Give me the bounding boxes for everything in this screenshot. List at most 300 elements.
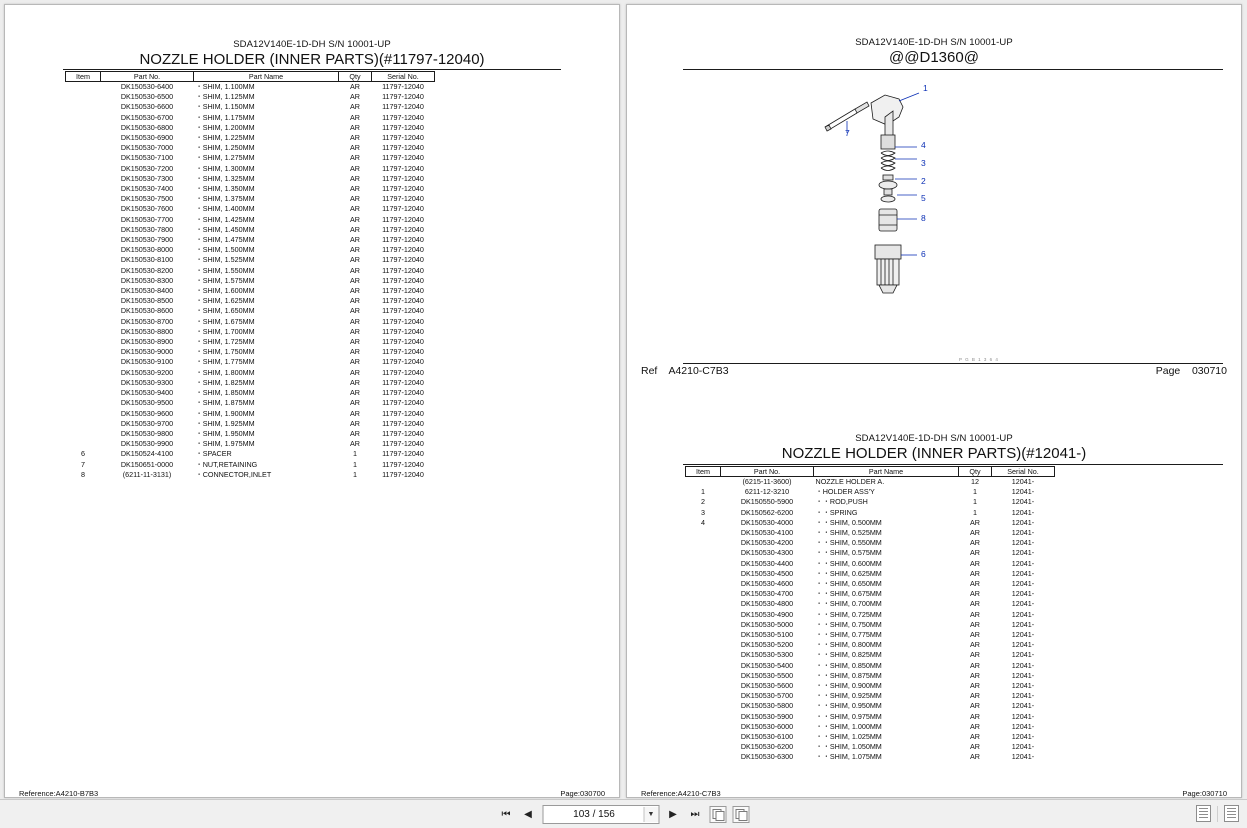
cell-serial-no: 11797-12040: [382, 224, 424, 234]
cell-serial-no: 11797-12040: [382, 428, 424, 438]
cell-serial-no: 12041-: [1011, 619, 1035, 629]
cell-item: [686, 528, 721, 538]
cell-item: [66, 409, 101, 419]
callout-7: 7: [845, 128, 850, 138]
cell-item: [686, 722, 721, 732]
cell-qty: AR: [350, 398, 360, 408]
cell-qty: AR: [970, 528, 980, 538]
cell-part-name: ・HOLDER ASS'Y: [815, 487, 875, 497]
cell-part-name: ・・SHIM, 0.975MM: [815, 711, 882, 721]
right-top-bottom-rule: [683, 363, 1223, 364]
cell-part-name: ・SHIM, 1.275MM: [195, 153, 255, 163]
cell-part-name: ・・SHIM, 0.800MM: [815, 640, 882, 650]
chevron-down-icon[interactable]: ▼: [643, 807, 658, 822]
cell-part-name: ・SHIM, 1.675MM: [195, 316, 255, 326]
table-row: [66, 419, 435, 429]
cell-serial-no: 12041-: [1011, 609, 1035, 619]
cell-part-no: DK150530-4300: [740, 548, 794, 558]
cell-qty: AR: [970, 681, 980, 691]
next-page-button[interactable]: ▶: [669, 808, 677, 820]
cell-part-no: DK150562-6200: [740, 507, 794, 517]
right-parts-table-wrap: [685, 466, 1055, 763]
cell-item: [686, 599, 721, 609]
right-footer-page: Page:030710: [1182, 789, 1227, 798]
cell-part-name: ・SHIM, 1.475MM: [195, 235, 255, 245]
table-row: [66, 347, 435, 357]
table-row: [66, 133, 435, 143]
cell-part-name: ・SHIM, 1.125MM: [195, 92, 255, 102]
cell-item: [686, 538, 721, 548]
cell-part-name: ・SHIM, 1.775MM: [195, 357, 255, 367]
cell-part-name: ・・SHIM, 1.075MM: [815, 752, 882, 762]
table-row: [686, 589, 1055, 599]
cell-serial-no: 12041-: [1011, 742, 1035, 752]
cell-serial-no: 12041-: [1011, 670, 1035, 680]
left-table-header-row: [66, 72, 435, 82]
cell-part-no: DK150530-9100: [120, 357, 174, 367]
cell-serial-no: 12041-: [1011, 721, 1035, 731]
cell-part-no: DK150530-9300: [120, 377, 174, 387]
cell-serial-no: 11797-12040: [382, 122, 424, 132]
page-number-value[interactable]: 103 / 156: [573, 808, 615, 820]
table-row: [686, 487, 1055, 497]
table-row: [66, 317, 435, 327]
cell-part-name: ・・SHIM, 0.750MM: [815, 619, 882, 629]
table-row: [686, 620, 1055, 630]
cell-serial-no: 11797-12040: [382, 286, 424, 296]
table-row: [66, 92, 435, 102]
cell-qty: AR: [350, 102, 360, 112]
cell-qty: AR: [350, 224, 360, 234]
cell-serial-no: 11797-12040: [382, 316, 424, 326]
cell-item: [66, 184, 101, 194]
cell-qty: AR: [350, 347, 360, 357]
cell-qty: AR: [350, 367, 360, 377]
cell-part-name: ・SHIM, 1.425MM: [195, 214, 255, 224]
cell-part-name: ・SHIM, 1.575MM: [195, 275, 255, 285]
table-row: [66, 449, 435, 459]
cell-serial-no: 11797-12040: [382, 163, 424, 173]
cell-qty: AR: [970, 640, 980, 650]
cell-part-name: ・SHIM, 1.225MM: [195, 133, 255, 143]
cell-qty: AR: [970, 579, 980, 589]
document-page-left[interactable]: [4, 4, 620, 798]
right-top-header-title: @@D1360@: [889, 49, 979, 66]
table-row: [686, 742, 1055, 752]
cell-part-name: ・・SHIM, 0.825MM: [815, 650, 882, 660]
left-page-header: [5, 39, 619, 68]
left-header-title: NOZZLE HOLDER (INNER PARTS)(#11797-12040): [139, 51, 485, 68]
col-serial-no: Serial No.: [992, 467, 1055, 477]
cell-part-no: DK150550-5900: [740, 497, 794, 507]
cell-item: [66, 235, 101, 245]
cell-part-name: ・・SHIM, 0.850MM: [815, 660, 882, 670]
right-footer-reference: Reference:A4210-C7B3: [641, 789, 721, 798]
table-row: [686, 630, 1055, 640]
cell-part-name: ・・SHIM, 0.550MM: [815, 538, 882, 548]
cell-item: 2: [701, 497, 705, 507]
cell-part-name: ・・SHIM, 0.575MM: [815, 548, 882, 558]
document-page-right[interactable]: [626, 4, 1242, 798]
cell-qty: AR: [350, 265, 360, 275]
cell-item: 3: [701, 507, 705, 517]
cell-item: [66, 306, 101, 316]
table-row: [686, 701, 1055, 711]
table-row: [66, 164, 435, 174]
right-sheet: [627, 5, 1241, 797]
cell-item: [686, 732, 721, 742]
ref-value: A4210-C7B3: [668, 365, 729, 377]
last-page-button[interactable]: ⏭: [690, 808, 700, 820]
cell-item: [686, 548, 721, 558]
cell-item: [66, 102, 101, 112]
right-bottom-rule: [683, 464, 1223, 465]
viewer-toolbar: [0, 799, 1247, 828]
cell-item: [66, 337, 101, 347]
cell-item: [66, 378, 101, 388]
cell-qty: AR: [350, 143, 360, 153]
cell-item: [66, 388, 101, 398]
cell-qty: AR: [350, 357, 360, 367]
cell-part-no: DK150530-6700: [120, 112, 174, 122]
ref-block: [641, 365, 729, 377]
cell-serial-no: 12041-: [1011, 538, 1035, 548]
cell-qty: AR: [350, 337, 360, 347]
cell-qty: AR: [350, 194, 360, 204]
cell-item: [66, 255, 101, 265]
right-top-rule: [683, 69, 1223, 70]
cell-item: [686, 559, 721, 569]
cell-part-no: DK150530-5200: [740, 640, 794, 650]
table-row: [66, 388, 435, 398]
cell-item: [686, 742, 721, 752]
cell-part-no: 6211-12-3210: [744, 487, 790, 497]
cell-part-no: DK150530-7200: [120, 163, 174, 173]
cell-part-no: DK150530-4500: [740, 568, 794, 578]
cell-qty: AR: [350, 245, 360, 255]
cell-part-name: ・・SHIM, 1.050MM: [815, 742, 882, 752]
cell-serial-no: 11797-12040: [382, 184, 424, 194]
cell-item: [686, 671, 721, 681]
cell-part-no: DK150530-6500: [120, 92, 174, 102]
cell-serial-no: 11797-12040: [382, 377, 424, 387]
previous-page-button[interactable]: ◀: [524, 808, 532, 820]
cell-serial-no: 11797-12040: [382, 459, 424, 469]
cell-part-no: DK150530-8600: [120, 306, 174, 316]
table-row: [686, 691, 1055, 701]
cell-item: 8: [81, 469, 85, 479]
cell-serial-no: 11797-12040: [382, 469, 424, 479]
two-page-view-icon[interactable]: [709, 806, 726, 823]
table-row: [66, 306, 435, 316]
cell-serial-no: 12041-: [1011, 589, 1035, 599]
cell-serial-no: 11797-12040: [382, 82, 424, 91]
cell-part-name: ・・SHIM, 0.650MM: [815, 579, 882, 589]
col-part-no: Part No.: [721, 467, 814, 477]
cell-part-no: DK150530-8000: [120, 245, 174, 255]
cell-qty: AR: [350, 408, 360, 418]
toolbar-nav-group: [498, 800, 749, 828]
table-row: [66, 245, 435, 255]
cell-item: [66, 368, 101, 378]
cell-part-no: DK150530-5700: [740, 691, 794, 701]
col-qty: Qty: [339, 72, 372, 82]
cell-part-name: ・SHIM, 1.700MM: [195, 326, 255, 336]
cell-item: [66, 245, 101, 255]
cell-qty: AR: [350, 428, 360, 438]
cell-serial-no: 11797-12040: [382, 388, 424, 398]
cell-part-name: ・・SHIM, 0.775MM: [815, 630, 882, 640]
page-label: Page: [1155, 365, 1181, 377]
cell-item: [686, 630, 721, 640]
cell-qty: AR: [970, 670, 980, 680]
cell-part-name: ・SHIM, 1.375MM: [195, 194, 255, 204]
table-row: [66, 255, 435, 265]
cell-part-no: DK150530-5100: [740, 630, 794, 640]
cell-item: [686, 650, 721, 660]
cell-item: [686, 691, 721, 701]
callout-4: 4: [921, 140, 926, 150]
cell-item: [66, 194, 101, 204]
table-row: [66, 215, 435, 225]
table-row: [66, 235, 435, 245]
cell-qty: AR: [350, 163, 360, 173]
figure-code: P G B 1 3 6 4: [959, 357, 999, 362]
cell-part-name: ・SHIM, 1.825MM: [195, 377, 255, 387]
cell-part-no: DK150530-8900: [120, 337, 174, 347]
cell-serial-no: 12041-: [1011, 640, 1035, 650]
table-row: [686, 681, 1055, 691]
cell-part-name: ・SHIM, 1.550MM: [195, 265, 255, 275]
cell-part-name: ・SPACER: [195, 449, 232, 459]
cell-item: [686, 589, 721, 599]
cell-qty: AR: [970, 701, 980, 711]
cell-qty: 1: [353, 459, 357, 469]
left-sheet: [5, 5, 619, 797]
cell-serial-no: 12041-: [1011, 579, 1035, 589]
cell-serial-no: 11797-12040: [382, 173, 424, 183]
cell-part-name: ・・SHIM, 0.500MM: [815, 517, 882, 527]
cell-part-no: DK150530-8300: [120, 275, 174, 285]
cell-part-name: ・SHIM, 1.800MM: [195, 367, 255, 377]
table-row: [686, 732, 1055, 742]
cell-item: [66, 225, 101, 235]
cell-part-no: DK150530-7100: [120, 153, 174, 163]
cell-part-no: DK150530-7600: [120, 204, 174, 214]
cell-qty: AR: [970, 742, 980, 752]
cell-part-no: DK150530-9500: [120, 398, 174, 408]
cell-serial-no: 11797-12040: [382, 265, 424, 275]
right-top-header: [627, 37, 1241, 66]
cell-qty: AR: [970, 548, 980, 558]
cell-item: [66, 398, 101, 408]
left-parts-table-wrap: [65, 71, 435, 480]
cell-part-no: DK150530-7700: [120, 214, 174, 224]
cell-part-no: DK150651-0000: [120, 459, 174, 469]
cell-qty: AR: [970, 517, 980, 527]
cell-part-no: DK150530-6300: [740, 752, 794, 762]
cell-part-name: ・SHIM, 1.950MM: [195, 428, 255, 438]
table-row: [66, 296, 435, 306]
cell-part-name: ・CONNECTOR,INLET: [195, 469, 272, 479]
cell-part-no: DK150530-8500: [120, 296, 174, 306]
table-row: [66, 470, 435, 480]
cell-qty: AR: [970, 589, 980, 599]
right-top-header-model: SDA12V140E-1D-DH S/N 10001-UP: [855, 37, 1013, 48]
table-row: [686, 671, 1055, 681]
col-qty: Qty: [959, 467, 992, 477]
ref-label: Ref: [641, 365, 658, 377]
cell-qty: AR: [350, 439, 360, 449]
cell-qty: AR: [970, 650, 980, 660]
cell-part-name: ・SHIM, 1.100MM: [195, 82, 255, 91]
cell-serial-no: 11797-12040: [382, 275, 424, 285]
cell-item: [66, 286, 101, 296]
table-row: [66, 286, 435, 296]
cell-item: [66, 133, 101, 143]
table-row: [686, 599, 1055, 609]
cell-qty: AR: [350, 133, 360, 143]
cell-serial-no: 12041-: [1011, 650, 1035, 660]
cell-item: [686, 712, 721, 722]
table-row: [686, 661, 1055, 671]
outline-panel-icon[interactable]: [1224, 805, 1239, 822]
cell-qty: AR: [350, 112, 360, 122]
cell-part-no: DK150530-7300: [120, 173, 174, 183]
cell-serial-no: 12041-: [1011, 528, 1035, 538]
cell-serial-no: 11797-12040: [382, 367, 424, 377]
cell-serial-no: 11797-12040: [382, 214, 424, 224]
table-row: [66, 194, 435, 204]
table-row: [686, 538, 1055, 548]
table-row: [66, 143, 435, 153]
col-serial-no: Serial No.: [372, 72, 435, 82]
first-page-button[interactable]: ⏮: [501, 808, 511, 820]
table-row: [66, 266, 435, 276]
cell-item: [66, 204, 101, 214]
cell-serial-no: 12041-: [1011, 711, 1035, 721]
cell-serial-no: 11797-12040: [382, 235, 424, 245]
cell-part-name: ・・SHIM, 0.525MM: [815, 528, 882, 538]
page-value: 030710: [1191, 365, 1227, 377]
cell-serial-no: 11797-12040: [382, 357, 424, 367]
single-page-view-icon[interactable]: [732, 806, 749, 823]
cell-qty: AR: [350, 286, 360, 296]
cell-part-name: ・SHIM, 1.350MM: [195, 184, 255, 194]
cell-item: 7: [81, 459, 85, 469]
cell-serial-no: 11797-12040: [382, 449, 424, 459]
cell-qty: AR: [970, 721, 980, 731]
cell-serial-no: 11797-12040: [382, 418, 424, 428]
cell-part-name: ・NUT,RETAINING: [195, 459, 258, 469]
callout-1: 1: [923, 83, 928, 93]
cell-part-no: DK150530-8200: [120, 265, 174, 275]
cell-part-name: ・・SHIM, 0.625MM: [815, 568, 882, 578]
cell-part-no: DK150530-7000: [120, 143, 174, 153]
cell-serial-no: 12041-: [1011, 630, 1035, 640]
table-row: [686, 650, 1055, 660]
cell-part-name: ・SHIM, 1.850MM: [195, 388, 255, 398]
table-row: [66, 276, 435, 286]
cell-serial-no: 12041-: [1011, 660, 1035, 670]
cell-part-no: DK150530-9900: [120, 439, 174, 449]
cell-part-name: ・SHIM, 1.600MM: [195, 286, 255, 296]
cell-item: [686, 569, 721, 579]
cell-qty: AR: [350, 377, 360, 387]
cell-part-no: DK150530-8400: [120, 286, 174, 296]
cell-qty: AR: [350, 184, 360, 194]
cell-part-no: DK150530-9600: [120, 408, 174, 418]
cell-part-name: ・SHIM, 1.900MM: [195, 408, 255, 418]
cell-part-no: DK150530-9400: [120, 388, 174, 398]
table-row: [66, 327, 435, 337]
cell-serial-no: 12041-: [1011, 507, 1035, 517]
cell-qty: AR: [970, 609, 980, 619]
right-parts-table: [685, 466, 1055, 763]
cell-serial-no: 12041-: [1011, 752, 1035, 762]
cell-qty: 1: [353, 469, 357, 479]
left-parts-table: [65, 71, 435, 480]
right-bottom-header: [627, 433, 1241, 462]
cell-serial-no: 11797-12040: [382, 439, 424, 449]
cell-item: [66, 215, 101, 225]
table-row: [66, 123, 435, 133]
cell-serial-no: 12041-: [1011, 568, 1035, 578]
right-table-header-row: [686, 467, 1055, 477]
page-number-input[interactable]: [542, 805, 659, 824]
left-footer-page: Page:030700: [560, 789, 605, 798]
cell-item: 1: [701, 487, 705, 497]
cell-serial-no: 11797-12040: [382, 112, 424, 122]
cell-part-no: DK150530-8700: [120, 316, 174, 326]
cell-item: [66, 266, 101, 276]
table-row: [686, 752, 1055, 762]
cell-part-name: ・SHIM, 1.400MM: [195, 204, 255, 214]
cell-part-no: DK150530-4600: [740, 579, 794, 589]
table-row: [66, 429, 435, 439]
cell-part-no: DK150530-7900: [120, 235, 174, 245]
cell-part-name: ・・SHIM, 1.025MM: [815, 732, 882, 742]
cell-item: [66, 143, 101, 153]
cell-item: [686, 620, 721, 630]
cell-part-no: DK150530-6200: [740, 742, 794, 752]
cell-part-no: (6211-11-3131): [122, 469, 172, 479]
cell-part-no: DK150530-9000: [120, 347, 174, 357]
cell-qty: AR: [350, 235, 360, 245]
table-row: [66, 337, 435, 347]
cell-part-no: DK150530-4700: [740, 589, 794, 599]
cell-qty: AR: [350, 204, 360, 214]
cell-qty: AR: [350, 326, 360, 336]
toolbar-divider: [1217, 806, 1218, 822]
cell-part-name: NOZZLE HOLDER A.: [815, 477, 885, 486]
cell-part-name: ・・SHIM, 0.725MM: [815, 609, 882, 619]
table-row: [66, 378, 435, 388]
cell-item: [66, 153, 101, 163]
cell-part-name: ・・SHIM, 1.000MM: [815, 721, 882, 731]
cell-part-name: ・・SHIM, 0.700MM: [815, 599, 882, 609]
cell-part-no: DK150530-6900: [120, 133, 174, 143]
thumbnail-panel-icon[interactable]: [1196, 805, 1211, 822]
cell-serial-no: 11797-12040: [382, 347, 424, 357]
cell-qty: 1: [973, 487, 977, 497]
cell-part-name: ・・ROD,PUSH: [815, 497, 868, 507]
table-row: [66, 357, 435, 367]
table-row: [686, 477, 1055, 488]
cell-part-name: ・SHIM, 1.300MM: [195, 163, 255, 173]
table-row: [66, 153, 435, 163]
cell-part-name: ・・SHIM, 0.900MM: [815, 681, 882, 691]
